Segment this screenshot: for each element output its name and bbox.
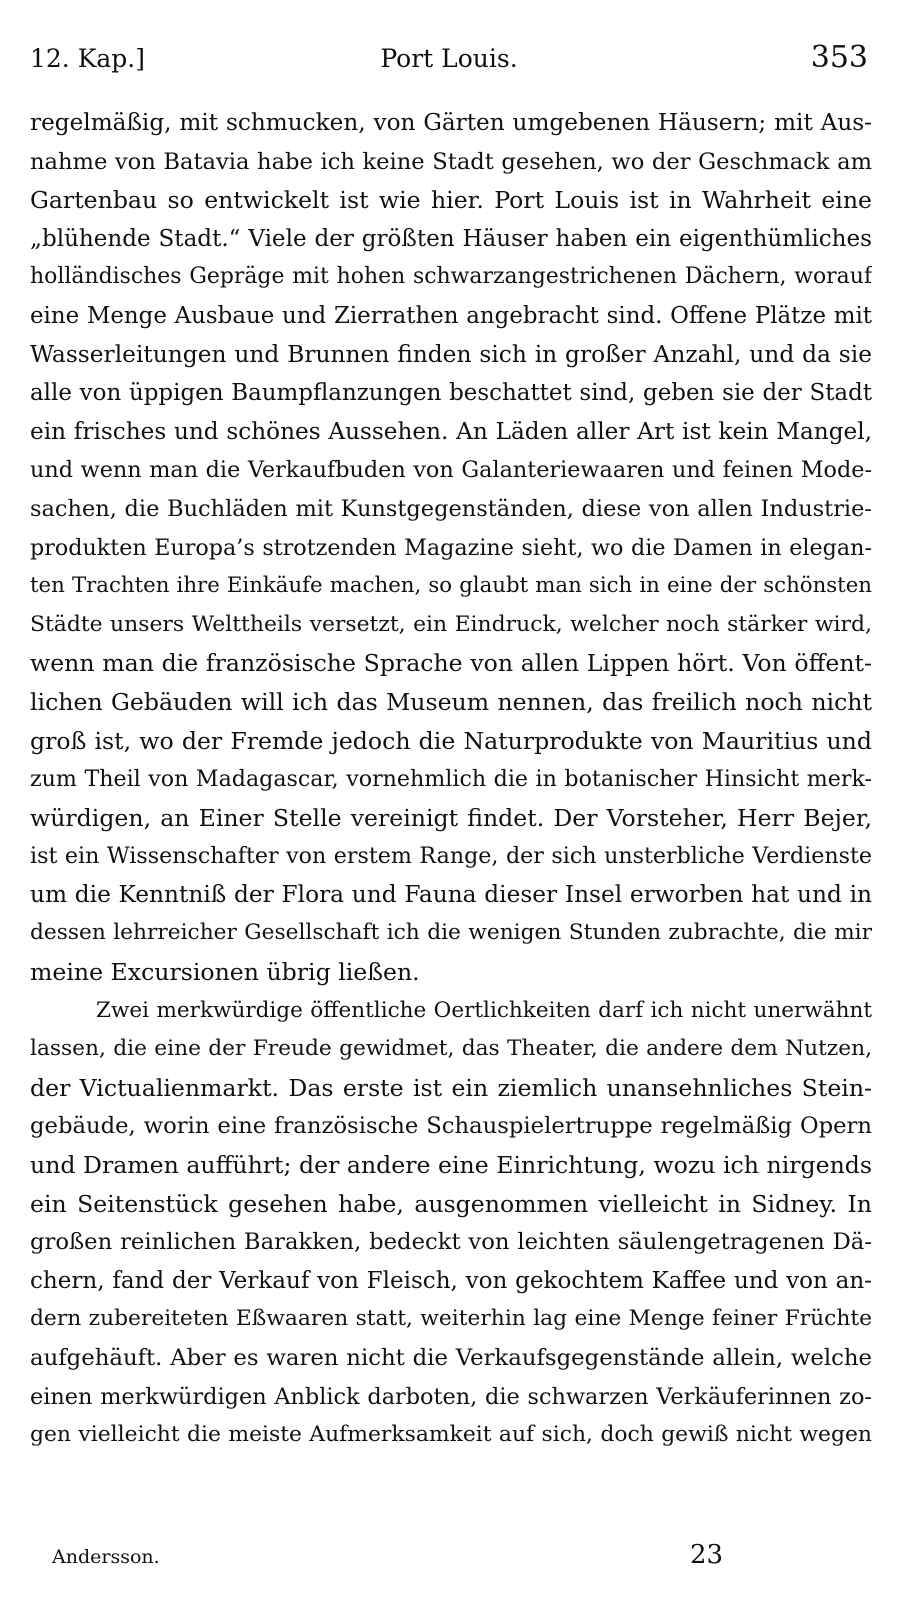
text-line: dern zubereiteten Eßwaaren statt, weiterhin lag eine Menge feiner Früchte xyxy=(30,1306,872,1332)
text-line: aufgehäuft. Aber es waren nicht die Verkaufsgegenstände allein, welche xyxy=(30,1345,872,1371)
text-line: regelmäßig, mit schmucken, von Gärten umgebenen Häusern; mit Aus- xyxy=(30,110,872,136)
body-text xyxy=(30,104,872,1455)
text-line: alle von üppigen Baumpflanzungen beschattet sind, geben sie der Stadt xyxy=(30,380,872,407)
text-line: und wenn man die Verkaufbuden von Galanteriewaaren und feinen Mode- xyxy=(30,457,872,484)
text-line: dessen lehrreicher Gesellschaft ich die wenigen Stunden zubrachte, die mir xyxy=(30,920,872,946)
text-line: um die Kenntniß der Flora und Fauna dieser Insel erworben hat und in xyxy=(30,880,872,908)
text-line: der Victualienmarkt. Das erste ist ein ziemlich unansehnliches Stein- xyxy=(30,1073,872,1102)
text-line: nahme von Batavia habe ich keine Stadt gesehen, wo der Geschmack am xyxy=(30,148,872,175)
page-footer xyxy=(30,1540,868,1580)
text-line: zum Theil von Madagascar, vornehmlich die in botanischer Hinsicht merk- xyxy=(30,766,872,793)
text-line: eine Menge Ausbaue und Zierrathen angebracht sind. Offene Plätze mit xyxy=(30,302,872,329)
text-line: einen merkwürdigen Anblick darboten, die schwarzen Verkäuferinnen zo- xyxy=(30,1383,872,1410)
text-line: sachen, die Buchläden mit Kunstgegenständen, diese von allen Industrie- xyxy=(30,495,872,522)
text-line: meine Excursionen übrig ließen. xyxy=(30,958,420,987)
sheet-number: 23 xyxy=(690,1540,724,1570)
text-line: lichen Gebäuden will ich das Museum nennen, das freilich noch nicht xyxy=(30,687,872,716)
text-line: groß ist, wo der Fremde jedoch die Naturprodukte von Mauritius und xyxy=(30,726,872,755)
text-line: gen vielleicht die meiste Aufmerksamkeit auf sich, doch gewiß nicht wegen xyxy=(30,1422,872,1448)
text-line: ein frisches und schönes Aussehen. An Läden aller Art ist kein Mangel, xyxy=(30,417,872,445)
chapter-reference: 12. Kap.] xyxy=(30,44,145,73)
text-line: holländisches Gepräge mit hohen schwarzangestrichenen Dächern, worauf xyxy=(30,264,872,290)
text-line: ein Seitenstück gesehen habe, ausgenommen vielleicht in Sidney. In xyxy=(30,1189,872,1218)
text-line: Zwei merkwürdige öffentliche Oertlichkeiten darf ich nicht unerwähnt xyxy=(96,997,872,1023)
text-line: lassen, die eine der Freude gewidmet, das Theater, die andere dem Nutzen, xyxy=(30,1036,872,1062)
running-title: Port Louis. xyxy=(380,44,518,73)
text-line: Gartenbau so entwickelt ist wie hier. Port Louis ist in Wahrheit eine xyxy=(30,186,872,215)
paragraph-2 xyxy=(30,992,872,1455)
text-line: gebäude, worin eine französische Schauspielertruppe regelmäßig Opern xyxy=(30,1113,872,1140)
text-line: ten Trachten ihre Einkäufe machen, so glaubt man sich in eine der schönsten xyxy=(30,573,872,599)
text-line: produkten Europa’s strotzenden Magazine sieht, wo die Damen in elegan- xyxy=(30,534,872,561)
text-line: großen reinlichen Barakken, bedeckt von leichten säulengetragenen Dä- xyxy=(30,1229,872,1256)
paragraph-1 xyxy=(30,104,872,992)
text-line: Wasserleitungen und Brunnen finden sich in großer Anzahl, und da sie xyxy=(30,340,872,368)
text-line: würdigen, an Einer Stelle vereinigt findet. Der Vorsteher, Herr Bejer, xyxy=(30,803,872,832)
text-line: und Dramen aufführt; der andere eine Einrichtung, wozu ich nirgends xyxy=(30,1151,872,1180)
text-line: „blühende Stadt.“ Viele der größten Häuser haben ein eigenthümliches xyxy=(30,225,872,252)
text-line: wenn man die französische Sprache von allen Lippen hört. Von öffent- xyxy=(30,649,872,678)
printer-signature: Andersson. xyxy=(52,1546,160,1568)
text-line: Städte unsers Welttheils versetzt, ein Eindruck, welcher noch stärker wird, xyxy=(30,611,872,637)
running-header xyxy=(30,40,868,84)
page-number: 353 xyxy=(810,40,868,75)
text-line: chern, fand der Verkauf von Fleisch, von gekochtem Kaffee und von an- xyxy=(30,1267,872,1294)
text-line: ist ein Wissenschafter von erstem Range, der sich unsterbliche Verdienste xyxy=(30,843,872,870)
